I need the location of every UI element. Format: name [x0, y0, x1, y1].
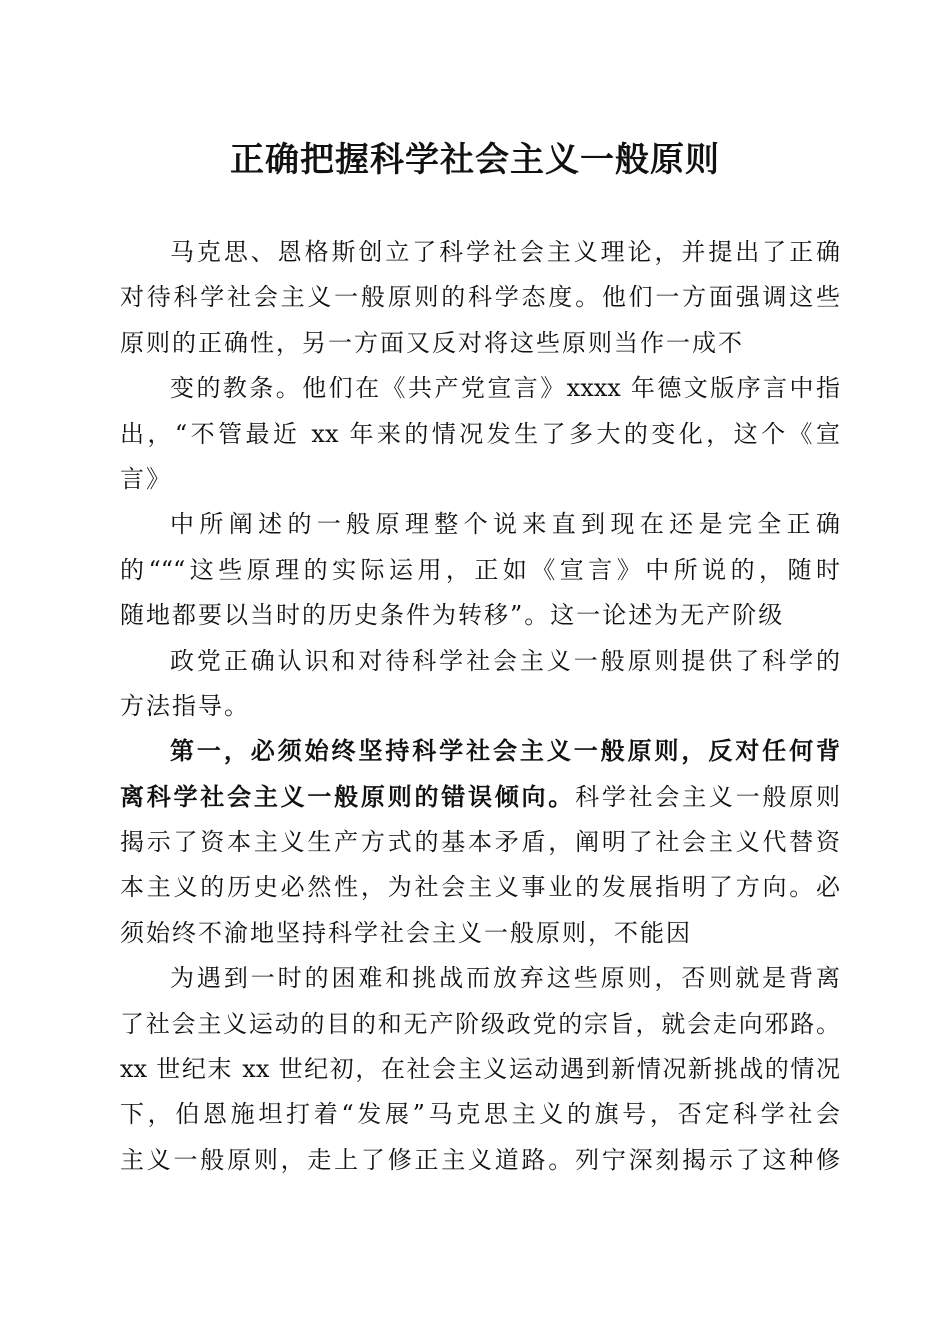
text-line: 出，“不管最近 xx 年来的情况发生了多大的变化，这个《宣 [120, 419, 840, 448]
text-line: 为遇到一时的困难和挑战而放弃这些原则，否则就是背离 [170, 964, 840, 993]
normal-run: 科学社会主义一般原则 [575, 782, 841, 811]
text-line: 对待科学社会主义一般原则的科学态度。他们一方面强调这些 [120, 283, 840, 312]
text-line: 主义一般原则，走上了修正主义道路。列宁深刻揭示了这种修 [120, 1145, 840, 1174]
bold-run: 离科学社会主义一般原则的错误倾向。 [120, 781, 576, 811]
text-line: 言》 [120, 464, 172, 493]
document-title: 正确把握科学社会主义一般原则 [230, 140, 720, 180]
text-line: 变的教条。他们在《共产党宣言》xxxx 年德文版序言中指 [170, 374, 840, 403]
text-line-mixed [120, 779, 840, 824]
text-line: 的“““这些原理的实际运用，正如《宣言》中所说的，随时 [120, 555, 840, 584]
text-line: 马克思、恩格斯创立了科学社会主义理论，并提出了正确 [170, 238, 840, 266]
text-line: 下，伯恩施坦打着“发展”马克思主义的旗号，否定科学社会 [120, 1100, 840, 1129]
text-line: 中所阐述的一般原理整个说来直到现在还是完全正确 [170, 510, 840, 539]
text-line: xx 世纪末 xx 世纪初，在社会主义运动遇到新情况新挑战的情况 [120, 1055, 840, 1084]
text-line: 本主义的历史必然性，为社会主义事业的发展指明了方向。必 [120, 873, 840, 902]
text-line: 方法指导。 [120, 691, 250, 720]
document-body [120, 234, 840, 1187]
text-line: 随地都要以当时的历史条件为转移”。这一论述为无产阶级 [120, 601, 785, 630]
text-line: 揭示了资本主义生产方式的基本矛盾，阐明了社会主义代替资 [120, 828, 840, 857]
text-line: 了社会主义运动的目的和无产阶级政党的宗旨，就会走向邪路。 [120, 1009, 840, 1038]
text-line-bold: 第一，必须始终坚持科学社会主义一般原则，反对任何背 [170, 736, 840, 766]
text-line: 政党正确认识和对待科学社会主义一般原则提供了科学的 [170, 646, 840, 675]
text-line: 原则的正确性，另一方面又反对将这些原则当作一成不 [120, 328, 744, 357]
text-line: 须始终不渝地坚持科学社会主义一般原则，不能因 [120, 918, 692, 947]
